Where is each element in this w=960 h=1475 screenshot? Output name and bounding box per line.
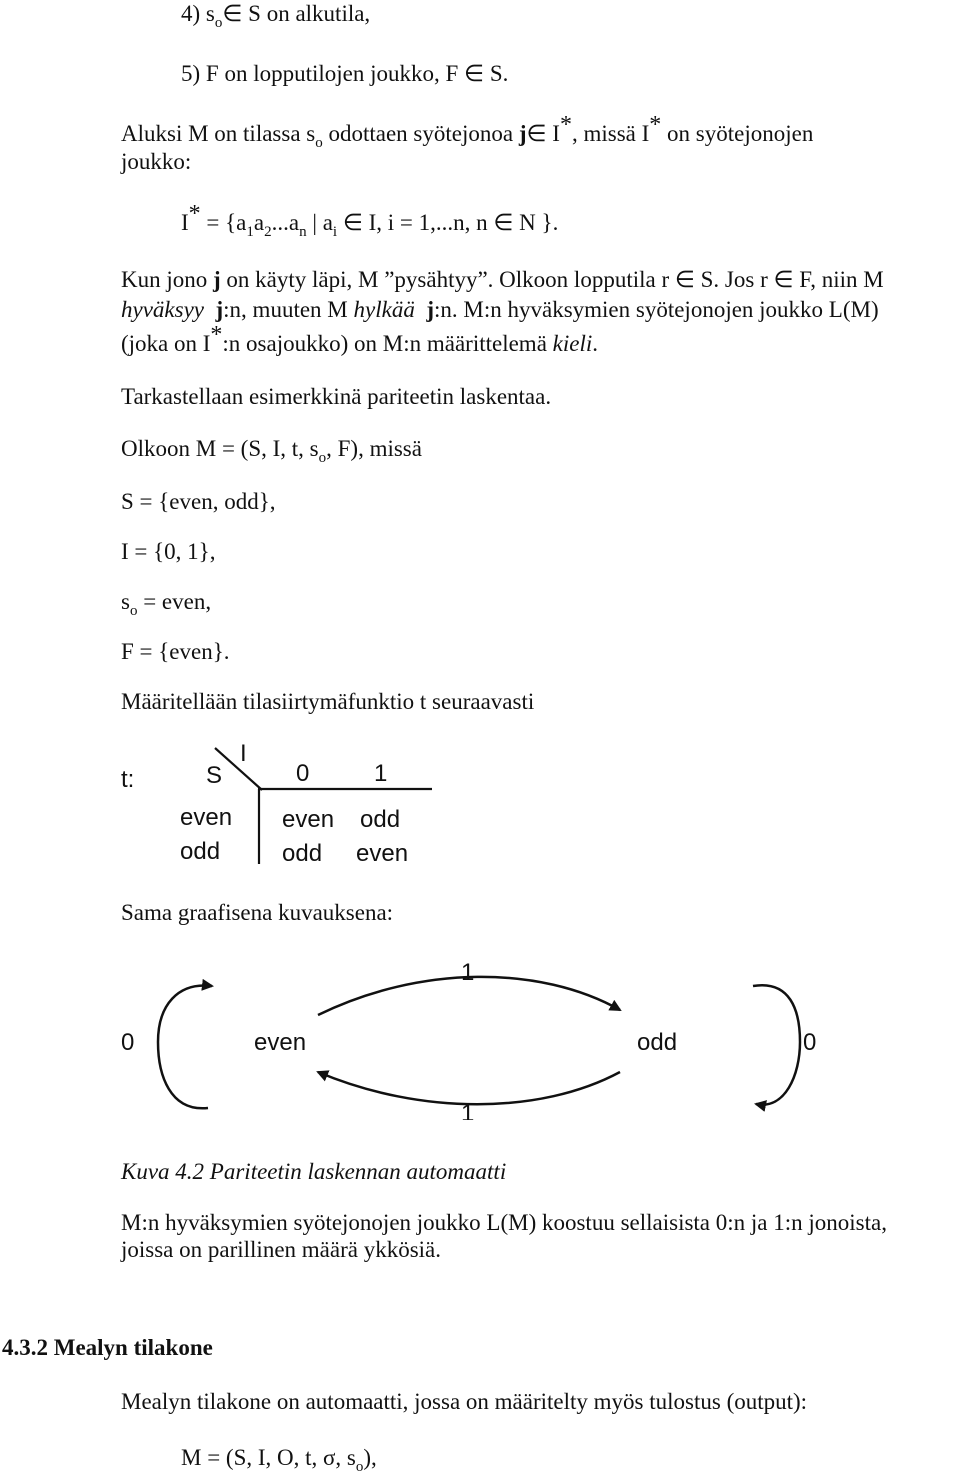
table-cell-even-1: odd (360, 806, 401, 833)
table-row-header: S (206, 762, 223, 789)
para2-line-3: (joka on I*:n osajoukko) on M:n määrittelemä kieli. (121, 322, 598, 356)
table-cell-odd-1: even (356, 840, 409, 867)
table-col-1: 1 (374, 760, 388, 787)
state-even: even (254, 1029, 307, 1056)
label-odd-loop: 0 (803, 1029, 817, 1056)
state-odd: odd (637, 1029, 678, 1056)
machine-definition: Olkoon M = (S, I, t, $s_o$, F), missä (121, 436, 422, 466)
table-state-odd: odd (180, 838, 221, 865)
para2-line-2: hyväksyy j:n, muuten M hylkää j:n. M:n hyväksymien syötejonojen joukko L(M) (121, 297, 879, 322)
transition-intro: Määritellään tilasiirtymäfunktio t seuraavasti (121, 689, 535, 714)
intro-line-2: joukko: (121, 149, 192, 174)
intro-line-1: Aluksi M on tilassa $s_o$ odottaen syötejonoa j∈ I*, missä I* on syötejonojen (121, 112, 814, 151)
table-cell-even-0: even (282, 806, 335, 833)
table-name: t: (121, 766, 135, 793)
label-even-loop: 0 (121, 1029, 135, 1056)
table-state-even: even (180, 804, 233, 831)
section-heading: 4.3.2 Mealyn tilakone (2, 1335, 213, 1360)
states-definition: S = {even, odd}, (121, 489, 276, 514)
start-state-definition: $s_o$ = even, (121, 589, 212, 619)
graph-intro: Sama graafisena kuvauksena: (121, 900, 394, 925)
example-intro: Tarkastellaan esimerkkinä pariteetin laskentaa. (121, 384, 552, 409)
input-set-formula: $I* = \{a_1a_2...a_n$ | $a_i$ ∈ I, i = 1,...n, n ∈ N }. (181, 201, 559, 240)
mealy-definition: M = (S, I, O, t, σ, $s_o$), (181, 1445, 377, 1475)
list-item-5: 5) F on lopputilojen joukko, F ∈ S. (181, 61, 509, 86)
mealy-intro: Mealyn tilakone on automaatti, jossa on määritelty myös tulostus (output): (121, 1389, 808, 1414)
para2-line-1: Kun jono j on käyty läpi, M ”pysähtyy”. Olkoon lopputila r ∈ S. Jos r ∈ F, niin M (121, 267, 884, 292)
conclusion-line-2: joissa on parillinen määrä ykkösiä. (121, 1237, 442, 1262)
table-col-header: I (240, 740, 247, 767)
figure-caption: Kuva 4.2 Pariteetin laskennan automaatti (121, 1159, 507, 1184)
final-states-definition: F = {even}. (121, 639, 230, 664)
conclusion-line-1: M:n hyväksymien syötejonojen joukko L(M) koostuu sellaisista 0:n ja 1:n jonoista, (121, 1210, 887, 1235)
table-diagonal (215, 748, 262, 790)
list-item-4: 4) $s_o\in$ S on alkutila, (181, 1, 371, 31)
even-self-loop-arrow (158, 986, 212, 1109)
state-diagram (0, 940, 960, 1120)
inputs-definition: I = {0, 1}, (121, 539, 216, 564)
odd-self-loop-arrow (753, 985, 800, 1104)
table-cell-odd-0: odd (282, 840, 323, 867)
label-bottom-transition: 1 (461, 1100, 475, 1120)
label-top-transition: 1 (461, 959, 475, 986)
table-col-0: 0 (296, 760, 310, 787)
